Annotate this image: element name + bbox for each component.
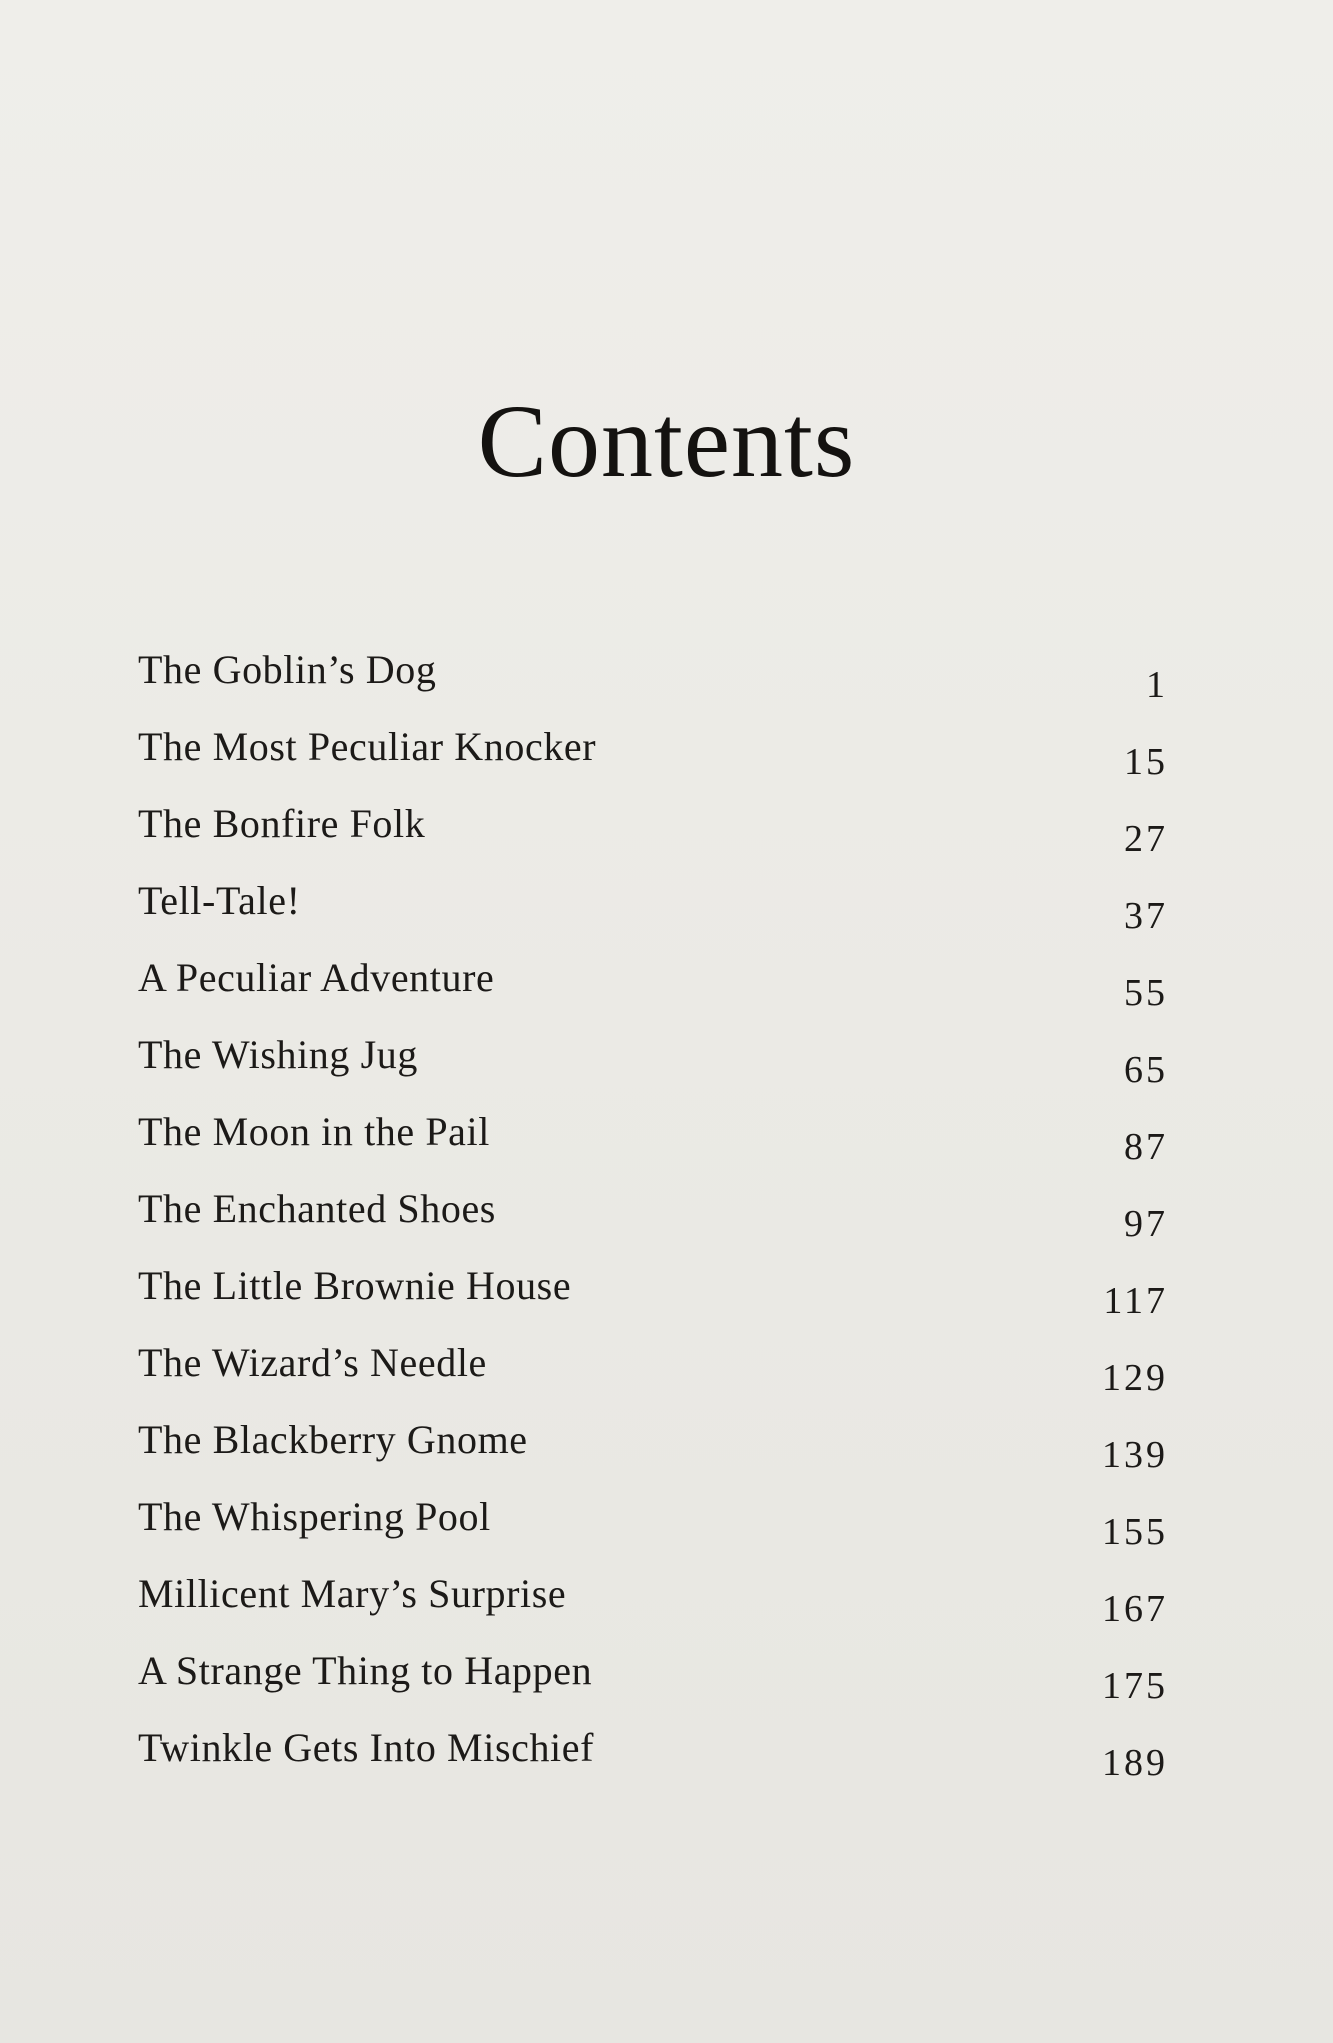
toc-entry-title: Twinkle Gets Into Mischief bbox=[138, 1725, 595, 1770]
toc-entry-title: The Enchanted Shoes bbox=[138, 1186, 496, 1231]
toc-entry bbox=[138, 1186, 1168, 1266]
toc-entry-title: The Goblin’s Dog bbox=[138, 647, 437, 692]
toc-entry-page: 27 bbox=[1124, 818, 1168, 860]
toc-entry bbox=[138, 647, 1168, 727]
toc-entry-page: 15 bbox=[1124, 741, 1168, 783]
toc-entry-page: 37 bbox=[1124, 895, 1168, 937]
table-of-contents bbox=[138, 647, 1168, 1790]
toc-entry-page: 117 bbox=[1103, 1280, 1168, 1322]
toc-entry bbox=[138, 801, 1168, 881]
toc-entry bbox=[138, 955, 1168, 1035]
toc-entry bbox=[138, 878, 1168, 958]
toc-entry bbox=[138, 1571, 1168, 1651]
toc-entry-title: The Wizard’s Needle bbox=[138, 1340, 487, 1385]
toc-entry-title: Tell-Tale! bbox=[138, 878, 301, 923]
toc-entry bbox=[138, 1648, 1168, 1728]
toc-entry bbox=[138, 1725, 1168, 1805]
toc-entry-title: Millicent Mary’s Surprise bbox=[138, 1571, 567, 1616]
toc-entry-page: 55 bbox=[1124, 972, 1168, 1014]
toc-entry-page: 129 bbox=[1102, 1357, 1168, 1399]
toc-entry bbox=[138, 1263, 1168, 1343]
toc-entry bbox=[138, 1340, 1168, 1420]
toc-entry-title: The Blackberry Gnome bbox=[138, 1417, 528, 1462]
toc-entry-title: A Peculiar Adventure bbox=[138, 955, 495, 1000]
toc-entry-page: 97 bbox=[1124, 1203, 1168, 1245]
toc-entry-title: The Wishing Jug bbox=[138, 1032, 418, 1077]
toc-entry-title: A Strange Thing to Happen bbox=[138, 1648, 593, 1693]
toc-entry bbox=[138, 1417, 1168, 1497]
toc-entry-page: 155 bbox=[1102, 1511, 1168, 1553]
toc-entry-page: 139 bbox=[1102, 1434, 1168, 1476]
toc-entry bbox=[138, 1494, 1168, 1574]
toc-entry-page: 167 bbox=[1102, 1588, 1168, 1630]
toc-entry-page: 1 bbox=[1146, 664, 1168, 706]
toc-entry-page: 175 bbox=[1102, 1665, 1168, 1707]
toc-entry-title: The Whispering Pool bbox=[138, 1494, 491, 1539]
toc-entry-title: The Bonfire Folk bbox=[138, 801, 426, 846]
toc-entry-page: 87 bbox=[1124, 1126, 1168, 1168]
toc-entry bbox=[138, 1109, 1168, 1189]
toc-entry-title: The Moon in the Pail bbox=[138, 1109, 490, 1154]
toc-entry bbox=[138, 724, 1168, 804]
toc-entry-page: 65 bbox=[1124, 1049, 1168, 1091]
toc-entry-title: The Little Brownie House bbox=[138, 1263, 572, 1308]
toc-entry bbox=[138, 1032, 1168, 1112]
toc-entry-title: The Most Peculiar Knocker bbox=[138, 724, 597, 769]
toc-entry-page: 189 bbox=[1102, 1742, 1168, 1784]
page-title: Contents bbox=[477, 384, 856, 499]
